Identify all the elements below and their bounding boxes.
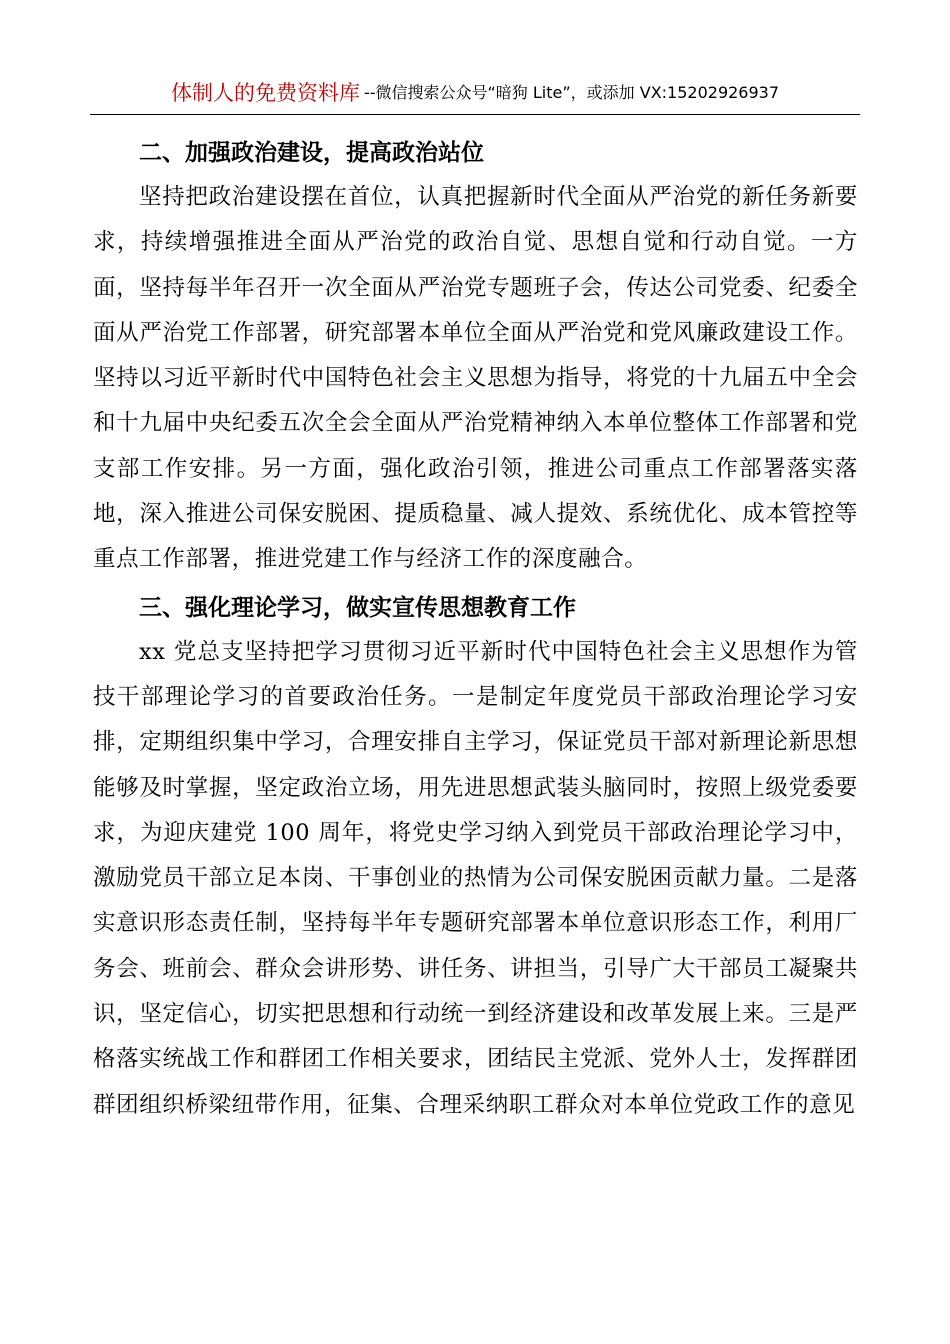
header-note: --微信搜索公众号“暗狗 Lite”，或添加 VX:15202926937: [363, 83, 780, 102]
document-body: [93, 131, 858, 1128]
page-header: [90, 78, 860, 115]
section-heading: 二、加强政治建设，提高政治站位: [139, 140, 484, 166]
section-paragraph: xx 党总支坚持把学习贯彻习近平新时代中国特色社会主义思想作为管技干部理论学习的首要政治任务。一是制定年度党员干部政治理论学习安排，定期组织集中学习，合理安排自主学习，保证党员干部对新理论新思想能够及时掌握，坚定政治立场，用先进思想武装头脑同时，按照上级党委要求，为迎庆建党 100 周年，将党史学习纳入到党员干部政治理论学习中，激励党员干部立足本岗、干事创业的热情为公司保安脱困贡献力量。二是落实意识形态责任制，坚持每半年专题研究部署本单位意识形态工作，利用厂务会、班前会、群众会讲形势、讲任务、讲担当，引导广大干部员工凝聚共识，坚定信心，切实把思想和行动统一到经济建设和改革发展上来。三是严格落实统战工作和群团工作相关要求，团结民主党派、党外人士，发挥群团群团组织桥梁纽带作用，征集、合理采纳职工群众对本单位党政工作的意见: [93, 638, 858, 1118]
section-heading: 三、强化理论学习，做实宣传思想教育工作: [139, 594, 576, 621]
section-paragraph: 坚持把政治建设摆在首位，认真把握新时代全面从严治党的新任务新要求，持续增强推进全面从严治党的政治自觉、思想自觉和行动自觉。一方面，坚持每半年召开一次全面从严治党专题班子会，传达公司党委、纪委全面从严治党工作部署，研究部署本单位全面从严治党和党风廉政建设工作。坚持以习近平新时代中国特色社会主义思想为指导，将党的十九届五中全会和十九届中央纪委五次全会全面从严治党精神纳入本单位整体工作部署和党支部工作安排。另一方面，强化政治引领，推进公司重点工作部署落实落地，深入推进公司保安脱困、提质稳量、减人提效、系统优化、成本管控等重点工作部署，推进党建工作与经济工作的深度融合。: [93, 184, 858, 573]
header-brand: 体制人的免费资料库: [170, 81, 360, 105]
